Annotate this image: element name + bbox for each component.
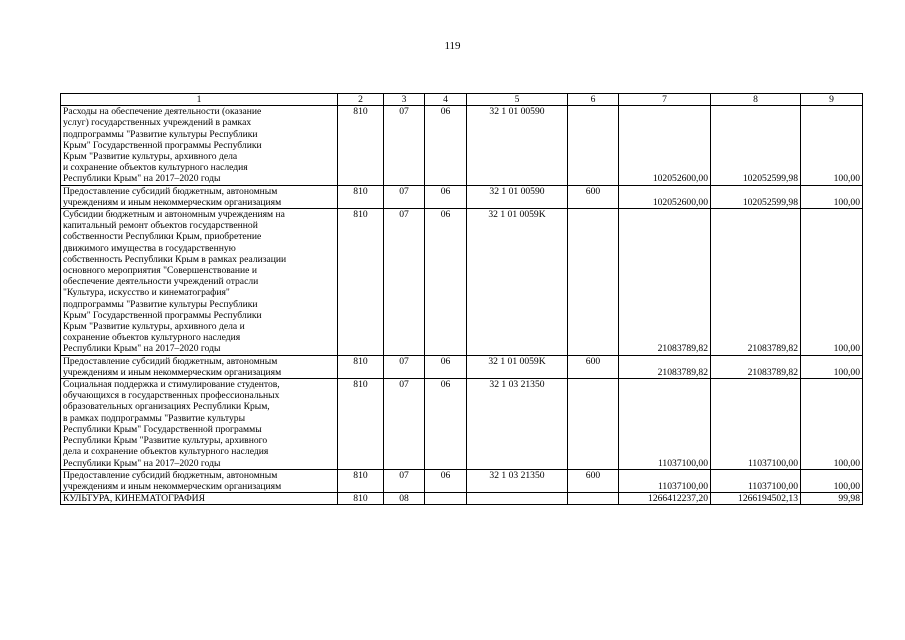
percent-cell: 100,00 <box>801 106 863 185</box>
description-line: движимого имущества в государственную <box>63 242 236 254</box>
section-code-cell: 07 <box>384 106 425 185</box>
header-cell: 3 <box>384 94 425 106</box>
description-line: Субсидии бюджетным и автономным учреждениям на <box>63 209 285 221</box>
description-line: собственность Республики Крым в рамках реализации <box>63 253 287 265</box>
table-row <box>61 469 863 492</box>
planned-amount-cell: 21083789,82 <box>619 355 711 378</box>
ministry-code-cell: 810 <box>338 185 384 208</box>
target-article-cell: 32 1 03 21350 <box>467 379 568 470</box>
ministry-code-cell: 810 <box>338 493 384 505</box>
percent-cell: 99,98 <box>801 493 863 505</box>
description-line: "Культура, искусство и кинематография" <box>63 287 230 299</box>
actual-amount-cell: 102052599,98 <box>711 106 801 185</box>
subsection-code-cell: 06 <box>425 469 467 492</box>
target-article-cell: 32 1 01 0059K <box>467 355 568 378</box>
table-row <box>61 379 863 470</box>
subsection-code-cell: 06 <box>425 355 467 378</box>
description-line: Социальная поддержка и стимулирование студентов, <box>63 379 280 391</box>
expense-type-cell <box>568 493 619 505</box>
target-article-cell <box>467 493 568 505</box>
description-line: Крым "Развитие культуры, архивного дела <box>63 151 238 163</box>
description-line: подпрограммы "Развитие культуры Республики <box>63 298 258 310</box>
subsection-code-cell <box>425 493 467 505</box>
table-row <box>61 106 863 185</box>
subsection-code-cell: 06 <box>425 209 467 356</box>
description-line: Крым "Развитие культуры, архивного дела и <box>63 321 245 333</box>
section-code-cell: 07 <box>384 379 425 470</box>
actual-amount-cell: 21083789,82 <box>711 209 801 356</box>
row-description <box>61 209 338 356</box>
description-line: сохранение объектов культурного наследия <box>63 332 241 344</box>
ministry-code-cell: 810 <box>338 379 384 470</box>
subsection-code-cell: 06 <box>425 106 467 185</box>
row-description <box>61 493 338 505</box>
description-line: и сохранение объектов культурного наследия <box>63 162 248 174</box>
row-description <box>61 355 338 378</box>
header-cell: 7 <box>619 94 711 106</box>
description-line: услуг) государственных учреждений в рамках <box>63 117 252 129</box>
percent-cell: 100,00 <box>801 355 863 378</box>
actual-amount-cell: 102052599,98 <box>711 185 801 208</box>
description-line: Республики Крым "Развитие культуры, архивного <box>63 435 268 447</box>
description-line: Республики Крым" на 2017–2020 годы <box>63 457 221 469</box>
expense-type-cell <box>568 106 619 185</box>
description-line: учреждениям и иным некоммерческим организациям <box>63 196 282 208</box>
description-line: капитальный ремонт объектов государственной <box>63 220 258 232</box>
row-description <box>61 469 338 492</box>
target-article-cell: 32 1 01 00590 <box>467 185 568 208</box>
header-cell: 6 <box>568 94 619 106</box>
description-line: дела и сохранение объектов культурного наследия <box>63 446 269 458</box>
description-line: образовательных организациях Республики Крым, <box>63 401 270 413</box>
description-line: Республики Крым" Государственной программы <box>63 423 262 435</box>
expense-type-cell: 600 <box>568 355 619 378</box>
header-cell: 4 <box>425 94 467 106</box>
subsection-code-cell: 06 <box>425 379 467 470</box>
target-article-cell: 32 1 03 21350 <box>467 469 568 492</box>
actual-amount-cell: 11037100,00 <box>711 379 801 470</box>
description-line: в рамках подпрограммы "Развитие культуры <box>63 412 246 424</box>
percent-cell: 100,00 <box>801 209 863 356</box>
description-line: Предоставление субсидий бюджетным, автономным <box>63 469 278 481</box>
description-line: Предоставление субсидий бюджетным, автономным <box>63 355 278 367</box>
ministry-code-cell: 810 <box>338 209 384 356</box>
ministry-code-cell: 810 <box>338 469 384 492</box>
percent-cell: 100,00 <box>801 185 863 208</box>
actual-amount-cell: 1266194502,13 <box>711 493 801 505</box>
description-line: Расходы на обеспечение деятельности (оказание <box>63 106 262 118</box>
header-row <box>61 94 863 106</box>
row-description <box>61 106 338 185</box>
planned-amount-cell: 21083789,82 <box>619 209 711 356</box>
budget-table <box>60 93 863 505</box>
description-line: собственности Республики Крым, приобретение <box>63 231 262 243</box>
actual-amount-cell: 11037100,00 <box>711 469 801 492</box>
description-line: Республики Крым" на 2017–2020 годы <box>63 173 221 185</box>
planned-amount-cell: 102052600,00 <box>619 106 711 185</box>
expense-type-cell: 600 <box>568 185 619 208</box>
description-line: Крым" Государственной программы Республики <box>63 309 262 321</box>
description-line: Республики Крым" на 2017–2020 годы <box>63 343 221 355</box>
section-code-cell: 08 <box>384 493 425 505</box>
table-row <box>61 355 863 378</box>
description-line: Крым" Государственной программы Республики <box>63 139 262 151</box>
description-line: подпрограммы "Развитие культуры Республики <box>63 128 258 140</box>
percent-cell: 100,00 <box>801 469 863 492</box>
planned-amount-cell: 11037100,00 <box>619 469 711 492</box>
table-row <box>61 493 863 505</box>
section-code-cell: 07 <box>384 185 425 208</box>
header-cell: 1 <box>61 94 338 106</box>
page-number: 119 <box>444 40 461 52</box>
header-cell: 2 <box>338 94 384 106</box>
planned-amount-cell: 11037100,00 <box>619 379 711 470</box>
percent-cell: 100,00 <box>801 379 863 470</box>
target-article-cell: 32 1 01 00590 <box>467 106 568 185</box>
ministry-code-cell: 810 <box>338 106 384 185</box>
description-line: КУЛЬТУРА, КИНЕМАТОГРАФИЯ <box>63 493 205 505</box>
section-code-cell: 07 <box>384 469 425 492</box>
header-cell: 8 <box>711 94 801 106</box>
description-line: Предоставление субсидий бюджетным, автономным <box>63 185 278 197</box>
description-line: учреждениям и иным некоммерческим организациям <box>63 366 282 378</box>
subsection-code-cell: 06 <box>425 185 467 208</box>
expense-type-cell <box>568 209 619 356</box>
row-description <box>61 379 338 470</box>
expense-type-cell <box>568 379 619 470</box>
planned-amount-cell: 1266412237,20 <box>619 493 711 505</box>
description-line: обеспечение деятельности учреждений отрасли <box>63 276 259 288</box>
header-cell: 9 <box>801 94 863 106</box>
expense-type-cell: 600 <box>568 469 619 492</box>
description-line: обучающихся в государственных профессиональных <box>63 390 280 402</box>
row-description <box>61 185 338 208</box>
description-line: учреждениям и иным некоммерческим организациям <box>63 480 282 492</box>
actual-amount-cell: 21083789,82 <box>711 355 801 378</box>
ministry-code-cell: 810 <box>338 355 384 378</box>
section-code-cell: 07 <box>384 209 425 356</box>
header-cell: 5 <box>467 94 568 106</box>
planned-amount-cell: 102052600,00 <box>619 185 711 208</box>
section-code-cell: 07 <box>384 355 425 378</box>
table-row <box>61 209 863 356</box>
target-article-cell: 32 1 01 0059K <box>467 209 568 356</box>
table-row <box>61 185 863 208</box>
description-line: основного мероприятия "Совершенствование и <box>63 265 257 277</box>
